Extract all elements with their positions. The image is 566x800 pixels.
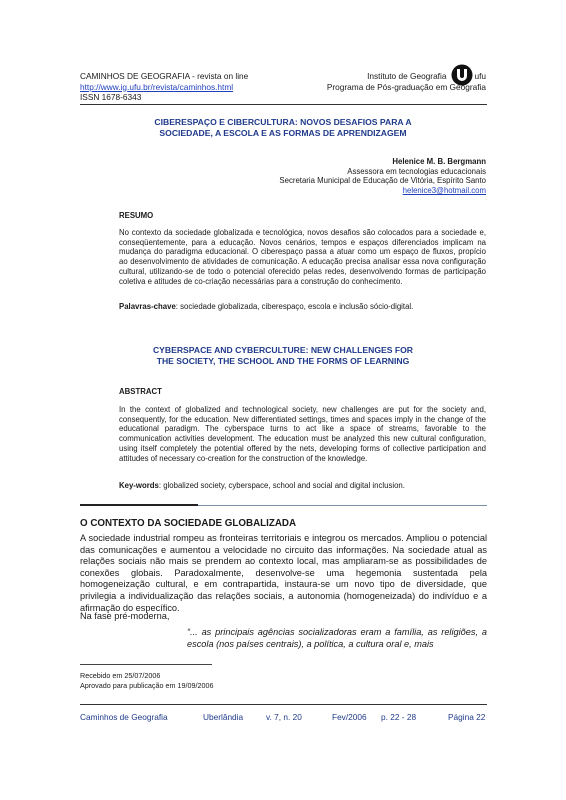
received-date: Recebido em 25/07/2006	[80, 671, 161, 680]
abstract-heading: ABSTRACT	[119, 387, 162, 396]
footer-divider	[80, 704, 487, 705]
approved-date: Aprovado para publicação em 19/09/2006	[80, 681, 214, 690]
author-role: Assessora em tecnologias educacionais	[347, 166, 486, 176]
institute-header	[327, 71, 486, 92]
footer-journal: Caminhos de Geografia	[80, 712, 168, 722]
kw-text-pt: : sociedade globalizada, ciberespaço, escola e inclusão sócio-digital.	[175, 302, 414, 311]
resumo-text: No contexto da sociedade globalizada e tecnológica, novos desafios são colocados para a sociedade e, conseqüentemente, para a educação. Novos cenários, tempos e espaços diferenciados implicam na mudança do paradigma educacional. O ciberespaço passa a atuar como um espaço de fluxos, propício ao desenvolvimento de atividades de comunicação. A educação precisa analisar essa nova configuração cultural, utilizando-se de todo o potencial oferecido pelas redes, desenvolvendo formas de participação coletiva e atitudes de co-criação necessárias para a construção do conhecimento.	[119, 228, 486, 286]
author-email-link[interactable]: helenice3@hotmail.com	[402, 186, 486, 196]
section-heading: O CONTEXTO DA SOCIEDADE GLOBALIZADA	[80, 518, 297, 529]
footer-page-number: Página 22	[448, 712, 486, 722]
ufu-text: ufu	[474, 71, 486, 81]
institute-name: Instituto de Geografia	[367, 71, 447, 81]
section-paragraph-2: Na fase pré-moderna,	[80, 611, 170, 621]
resumo-heading: RESUMO	[119, 211, 154, 220]
footnote-divider	[80, 664, 212, 665]
journal-header	[80, 71, 248, 103]
abstract-divider-accent	[80, 504, 198, 506]
author-name: Helenice M. B. Bergmann	[392, 157, 486, 166]
footer-city: Uberlândia	[203, 712, 244, 722]
author-block	[186, 157, 486, 196]
section-paragraph: A sociedade industrial rompeu as fronteiras territoriais e integrou os mercados. Ampliou o potencial das comunicações e aumentou a velocidade no circuito das informações. Na sociedade atual as relações sociais não mais se prendem ao contexto local, mas ampliaram-se as possibilidades de conexões globais. Paradoxalmente, desenvolve-se uma hegemonia sustentada pela homogeneização cultural, e em contrapartida, instaura-se um novo tipo de diversidade, que privilegia a individualização das relações sociais, a autonomia (homogeneizada) do indivíduo e a afirmação do específico.	[80, 533, 487, 613]
palavras-chave	[119, 302, 486, 312]
footer-volume: v. 7, n. 20	[266, 712, 302, 722]
footer-pages: p. 22 - 28	[381, 712, 417, 722]
program-name: Programa de Pós-graduação em Geografia	[326, 81, 486, 92]
abstract-text: In the context of globalized and technological society, new challenges are put for the society and, consequently, for the education. New differentiated settings, times and spaces imply in the change of the educational paradigm. The cyberspace turns to act like a space of streams, favorable to the communication activities development. The education must be analyzed this new cultural configuration, using itself completely the potential offered by the nets, developing forms of collective participation and attitudes of necessary co-creation for the construction of the knowledge.	[119, 405, 486, 463]
kw-label-en: Key-words	[119, 481, 159, 490]
kw-text-en: : globalized society, cyberspace, school and social and digital inclusion.	[158, 481, 405, 490]
footer-date: Fev/2006	[332, 712, 367, 722]
block-quote: “... as principais agências socializadoras eram a família, as religiões, a escola (nos países centrais), a política, a cultura oral e, mais	[187, 627, 487, 649]
issn: ISSN 1678-6343	[80, 92, 142, 103]
key-words	[119, 481, 486, 491]
header-divider	[80, 104, 487, 105]
author-org: Secretaria Municipal de Educação de Vitória, Espírito Santo	[279, 176, 486, 186]
kw-label-pt: Palavras-chave	[119, 302, 176, 311]
journal-url-link[interactable]: http://www.ig.ufu.br/revista/caminhos.html	[80, 81, 234, 92]
title-en: CYBERSPACE AND CYBERCULTURE: NEW CHALLENGES FOR THE SOCIETY, THE SCHOOL AND THE FORMS OF LEARNING	[152, 345, 414, 366]
title-pt: CIBERESPAÇO E CIBERCULTURA: NOVOS DESAFIOS PARA A SOCIEDADE, A ESCOLA E AS FORMAS DE APRENDIZAGEM	[154, 117, 412, 138]
journal-name: CAMINHOS DE GEOGRAFIA - revista on line	[80, 71, 249, 81]
footnotes	[80, 671, 213, 691]
